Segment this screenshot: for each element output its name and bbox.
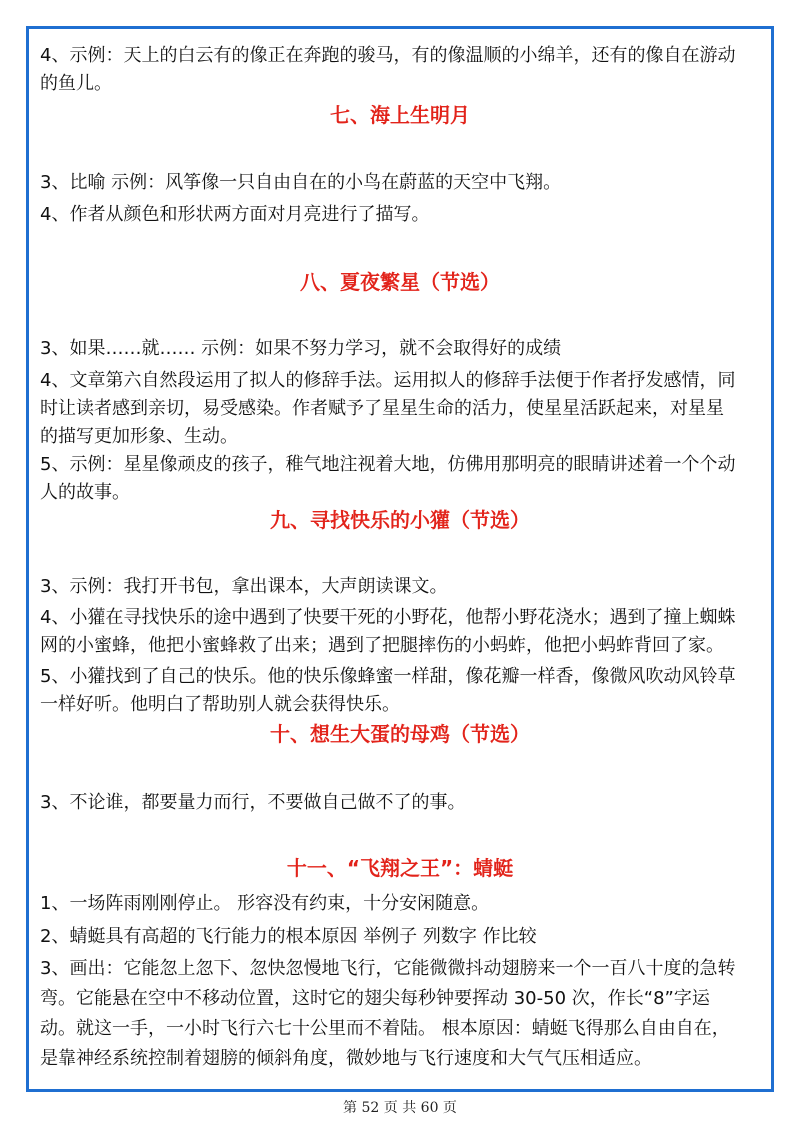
answer-line: 3、示例：我打开书包，拿出课本，大声朗读课文。	[40, 576, 448, 597]
page-number: 第 52 页 共 60 页	[343, 1100, 457, 1116]
answer-line: 动。就这一手，一小时飞行六七十公里而不着陆。 根本原因：蜻蜓飞得那么自由自在，	[40, 1018, 730, 1039]
answer-line: 4、作者从颜色和形状两方面对月亮进行了描写。	[40, 204, 430, 225]
answer-line: 2、蜻蜓具有高超的飞行能力的根本原因 举例子 列数字 作比较	[40, 926, 537, 947]
section-heading: 十、想生大蛋的母鸡（节选）	[270, 722, 530, 746]
answer-line: 网的小蜜蜂，他把小蜜蜂救了出来；遇到了把腿摔伤的小蚂蚱，他把小蚂蚱背回了家。	[40, 635, 724, 656]
answer-line: 弯。它能悬在空中不移动位置，这时它的翅尖每秒钟要挥动 30-50 次，作长“8”字运	[40, 988, 710, 1009]
section-heading: 九、寻找快乐的小獾（节选）	[270, 508, 530, 532]
answer-line: 3、画出：它能忽上忽下、忽快忽慢地飞行，它能微微抖动翅膀来一个一百八十度的急转	[40, 958, 736, 979]
answer-line: 3、比喻 示例：风筝像一只自由自在的小鸟在蔚蓝的天空中飞翔。	[40, 172, 562, 193]
answer-line: 时让读者感到亲切，易受感染。作者赋予了星星生命的活力，使星星活跃起来，对星星	[40, 398, 724, 419]
answer-line: 5、小獾找到了自己的快乐。他的快乐像蜂蜜一样甜，像花瓣一样香，像微风吹动风铃草	[40, 666, 736, 687]
answer-line: 是靠神经系统控制着翅膀的倾斜角度，微妙地与飞行速度和大气气压相适应。	[40, 1048, 652, 1069]
answer-line: 4、示例：天上的白云有的像正在奔跑的骏马，有的像温顺的小绵羊，还有的像自在游动	[40, 45, 736, 66]
answer-line: 3、如果……就…… 示例：如果不努力学习，就不会取得好的成绩	[40, 338, 562, 359]
answer-line: 4、文章第六自然段运用了拟人的修辞手法。运用拟人的修辞手法便于作者抒发感情，同	[40, 370, 736, 391]
answer-line: 1、一场阵雨刚刚停止。 形容没有约束，十分安闲随意。	[40, 893, 490, 914]
answer-line: 4、小獾在寻找快乐的途中遇到了快要干死的小野花，他帮小野花浇水；遇到了撞上蜘蛛	[40, 607, 736, 628]
section-heading: 十一、“飞翔之王”：蜻蜓	[286, 856, 514, 880]
answer-line: 人的故事。	[40, 482, 130, 503]
answer-line: 的描写更加形象、生动。	[40, 426, 238, 447]
answer-line: 的鱼儿。	[40, 73, 112, 94]
section-heading: 八、夏夜繁星（节选）	[300, 270, 500, 294]
answer-line: 一样好听。他明白了帮助别人就会获得快乐。	[40, 694, 400, 715]
answer-line: 5、示例：星星像顽皮的孩子，稚气地注视着大地，仿佛用那明亮的眼睛讲述着一个个动	[40, 454, 736, 475]
answer-line: 3、不论谁，都要量力而行，不要做自己做不了的事。	[40, 792, 466, 813]
section-heading: 七、海上生明月	[330, 103, 470, 127]
